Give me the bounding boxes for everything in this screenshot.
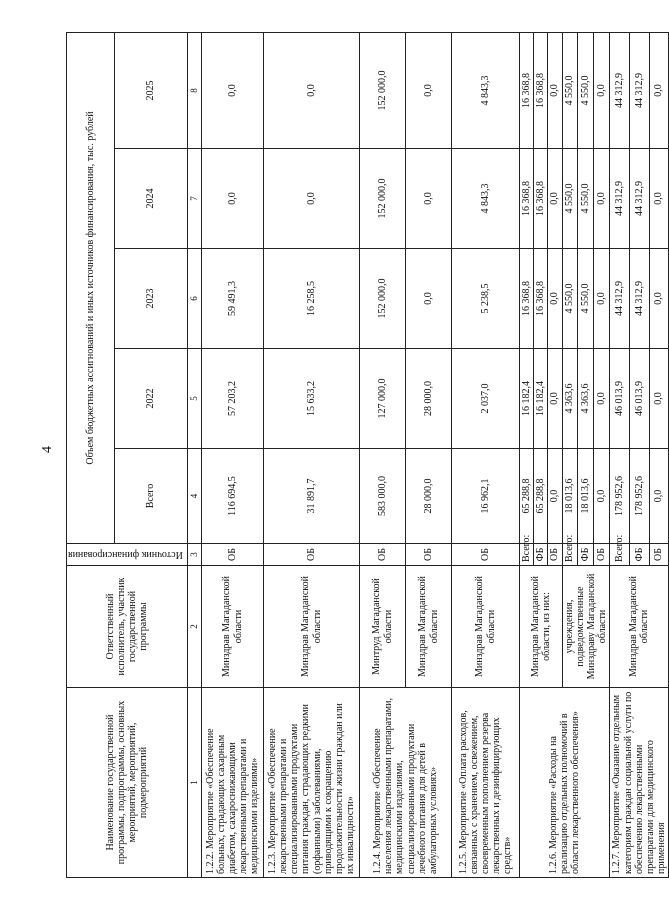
row-2024: 4 550,0 <box>562 149 578 249</box>
page-number: 4 <box>40 446 55 453</box>
row-2024: 0,0 <box>548 149 562 249</box>
row-2023: 4 550,0 <box>578 249 594 349</box>
row-source: ОБ <box>452 544 520 566</box>
header-2025: 2025 <box>114 32 187 148</box>
row-2022: 4 363,6 <box>578 349 594 449</box>
row-2025: 16 368,8 <box>520 32 534 148</box>
row-total: 65 288,8 <box>520 449 534 544</box>
row-2022: 57 203,2 <box>202 349 264 449</box>
row-name: 1.2.7. Мероприятие «Оказание отдельным категориям граждан социальной услуги по обеспечению лекарственными препаратами для медицинского применения <box>610 688 669 878</box>
row-total: 28 000,0 <box>406 449 452 544</box>
row-2023: 44 312,9 <box>610 249 630 349</box>
row-total: 18 013,6 <box>578 449 594 544</box>
row-2023: 4 550,0 <box>562 249 578 349</box>
row-name: 1.2.6. Мероприятие «Расходы на реализацию отдельных полномочий в области лекарственного обеспечения» <box>520 688 610 878</box>
row-2022: 127 000,0 <box>360 349 406 449</box>
row-2022: 0,0 <box>594 349 610 449</box>
row-2024: 0,0 <box>406 149 452 249</box>
financing-table <box>66 32 669 878</box>
row-2023: 16 258,5 <box>264 249 360 349</box>
row-2025: 0,0 <box>548 32 562 148</box>
row-2025: 4 550,0 <box>562 32 578 148</box>
header-2022: 2022 <box>114 349 187 449</box>
row-2024: 0,0 <box>202 149 264 249</box>
row-2025: 44 312,9 <box>610 32 630 148</box>
row-executor: Минтруд Магаданской области <box>360 566 406 688</box>
row-2025: 0,0 <box>264 32 360 148</box>
row-total: 65 288,8 <box>534 449 548 544</box>
row-total: 0,0 <box>649 449 669 544</box>
row-2022: 16 182,4 <box>534 349 548 449</box>
row-2024: 152 000,0 <box>360 149 406 249</box>
row-total: 116 694,5 <box>202 449 264 544</box>
row-total: 0,0 <box>594 449 610 544</box>
col-index: 8 <box>188 32 202 148</box>
row-source: Всего: <box>610 544 630 566</box>
row-2025: 4 550,0 <box>578 32 594 148</box>
row-source: ОБ <box>264 544 360 566</box>
row-2022: 46 013,9 <box>610 349 630 449</box>
col-index: 1 <box>188 688 202 878</box>
col-index: 7 <box>188 149 202 249</box>
row-source: ОБ <box>406 544 452 566</box>
row-2022: 16 182,4 <box>520 349 534 449</box>
header-name: Наименование государственной программы, подпрограммы, основных мероприятий, мероприятий, подмероприятий <box>67 688 188 878</box>
row-2024: 16 368,8 <box>534 149 548 249</box>
row-2025: 44 312,9 <box>629 32 649 148</box>
row-2023: 0,0 <box>649 249 669 349</box>
header-2023: 2023 <box>114 249 187 349</box>
row-2022: 0,0 <box>548 349 562 449</box>
row-2023: 44 312,9 <box>629 249 649 349</box>
col-index: 2 <box>188 566 202 688</box>
table-row <box>610 32 630 877</box>
row-2024: 0,0 <box>649 149 669 249</box>
row-executor: Минздрав Магаданской области <box>202 566 264 688</box>
row-2024: 44 312,9 <box>629 149 649 249</box>
col-index: 4 <box>188 449 202 544</box>
row-total: 178 952,6 <box>610 449 630 544</box>
row-total: 16 962,1 <box>452 449 520 544</box>
row-2023: 0,0 <box>406 249 452 349</box>
table-row <box>202 32 264 877</box>
row-2025: 16 368,8 <box>534 32 548 148</box>
row-total: 31 891,7 <box>264 449 360 544</box>
table-row <box>360 32 406 877</box>
row-executor: учреждения, подведомственные Минздраву Магаданской области <box>562 566 610 688</box>
row-2023: 0,0 <box>594 249 610 349</box>
row-source: ФБ <box>629 544 649 566</box>
table-row <box>452 32 520 877</box>
row-2022: 28 000,0 <box>406 349 452 449</box>
row-2025: 152 000,0 <box>360 32 406 148</box>
row-total: 583 000,0 <box>360 449 406 544</box>
row-2024: 0,0 <box>264 149 360 249</box>
row-2024: 16 368,8 <box>520 149 534 249</box>
row-executor: Минздрав Магаданской области <box>264 566 360 688</box>
row-source: ОБ <box>548 544 562 566</box>
row-source: ОБ <box>202 544 264 566</box>
row-executor: Минздрав Магаданской области <box>610 566 669 688</box>
row-executor: Минздрав Магаданской области <box>452 566 520 688</box>
row-2023: 59 491,3 <box>202 249 264 349</box>
row-source: ФБ <box>578 544 594 566</box>
row-2022: 2 037,0 <box>452 349 520 449</box>
row-2024: 4 843,3 <box>452 149 520 249</box>
header-funding: Объем бюджетных ассигнований и иных источников финансирования, тыс. рублей <box>67 32 115 543</box>
row-source: Всего: <box>520 544 534 566</box>
row-2023: 16 368,8 <box>520 249 534 349</box>
col-index: 3 <box>188 544 202 566</box>
row-source: ОБ <box>594 544 610 566</box>
header-total: Всего <box>114 449 187 544</box>
row-source: ОБ <box>649 544 669 566</box>
header-source: Источник финансирования <box>67 544 188 566</box>
row-2025: 0,0 <box>594 32 610 148</box>
row-2022: 0,0 <box>649 349 669 449</box>
row-name: 1.2.2. Мероприятие «Обеспечение больных, страдающих сахарным диабетом, сахароснижающими лекарственными препаратами и медицинскими изделиями» <box>202 688 264 878</box>
row-source: ФБ <box>534 544 548 566</box>
row-total: 178 952,6 <box>629 449 649 544</box>
row-2025: 0,0 <box>406 32 452 148</box>
row-2022: 4 363,6 <box>562 349 578 449</box>
row-2023: 5 238,5 <box>452 249 520 349</box>
row-source: Всего: <box>562 544 578 566</box>
row-2022: 46 013,9 <box>629 349 649 449</box>
table-row <box>520 32 534 877</box>
row-total: 0,0 <box>548 449 562 544</box>
row-name: 1.2.3. Мероприятие «Обеспечение лекарственными препаратами и специализированными продуктами питания граждан, страдающих редкими (орфанными) заболеваниями, приводящими к сокращению продолжительности жизни граждан или их инвалидности» <box>264 688 360 878</box>
row-2024: 44 312,9 <box>610 149 630 249</box>
row-source: ОБ <box>360 544 406 566</box>
header-executor: Ответственный исполнитель, участник государственной программы <box>67 566 188 688</box>
col-index: 6 <box>188 249 202 349</box>
row-name: 1.2.5. Мероприятие «Оплата расходов, связанных с хранением, освежением, своевременным пополнением резерва лекарственных и дезинфицирующих средств» <box>452 688 520 878</box>
row-2023: 16 368,8 <box>534 249 548 349</box>
row-name: 1.2.4. Мероприятие «Обеспечение населения лекарственными препаратами, медицинскими изделиями, специализированными продуктами лечебного питания для детей в амбулаторных условиях» <box>360 688 452 878</box>
row-executor: Минздрав Магаданской области <box>406 566 452 688</box>
row-2023: 152 000,0 <box>360 249 406 349</box>
rotated-table-container <box>66 33 668 878</box>
row-2025: 4 843,3 <box>452 32 520 148</box>
col-index: 5 <box>188 349 202 449</box>
row-2023: 0,0 <box>548 249 562 349</box>
row-2022: 15 633,2 <box>264 349 360 449</box>
row-2025: 0,0 <box>202 32 264 148</box>
row-2025: 0,0 <box>649 32 669 148</box>
row-2024: 4 550,0 <box>578 149 594 249</box>
table-row <box>264 32 360 877</box>
column-index-row <box>188 32 202 877</box>
row-total: 18 013,6 <box>562 449 578 544</box>
row-executor: Минздрав Магаданской области, из них: <box>520 566 563 688</box>
header-2024: 2024 <box>114 149 187 249</box>
row-2024: 0,0 <box>594 149 610 249</box>
